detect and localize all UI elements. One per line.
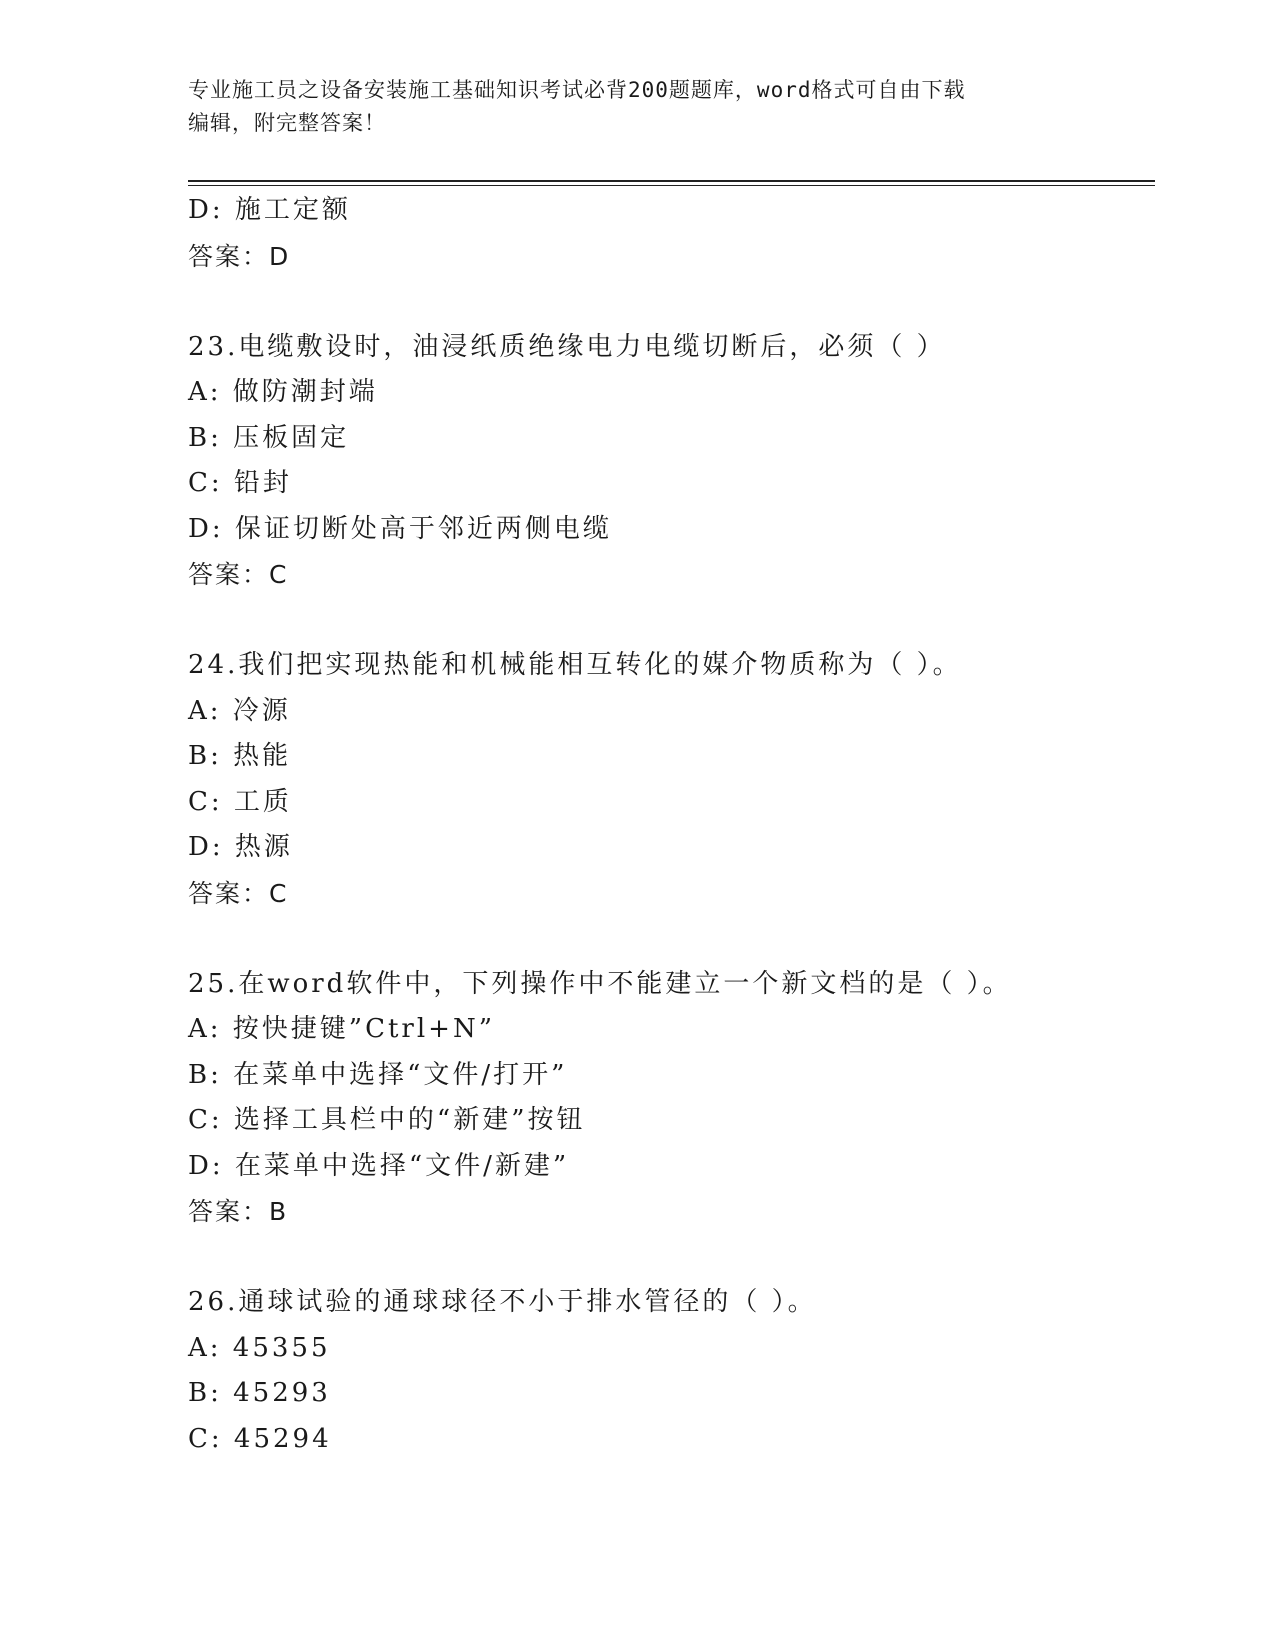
spacer xyxy=(188,916,1155,962)
prev-question-option-d: D: 施工定额 xyxy=(188,195,351,225)
option-b: B: 45293 xyxy=(188,1378,331,1408)
question-list xyxy=(188,188,1155,1462)
option-c: C: 铅封 xyxy=(188,468,292,498)
option-b: B: 压板固定 xyxy=(188,422,350,453)
question-25 xyxy=(188,962,1155,1235)
answer: 答案：C xyxy=(188,878,289,908)
answer: 答案：C xyxy=(188,560,289,589)
document-header xyxy=(188,74,1088,140)
option-b: B: 在菜单中选择“文件/打开” xyxy=(188,1059,568,1090)
spacer xyxy=(188,1235,1155,1281)
spacer xyxy=(188,279,1155,325)
option-a: A: 45355 xyxy=(188,1332,331,1363)
question-stem: 24.我们把实现热能和机械能相互转化的媒介物质称为（ ）。 xyxy=(188,650,962,680)
question-stem: 26.通球试验的通球球径不小于排水管径的（ ）。 xyxy=(188,1287,817,1317)
header-title-line-1: 专业施工员之设备安装施工基础知识考试必背200题题库，word格式可自由下载 xyxy=(188,78,966,102)
question-stem: 25.在word软件中，下列操作中不能建立一个新文档的是（ ）。 xyxy=(188,968,1012,999)
prev-question-answer: 答案：D xyxy=(188,241,291,271)
header-title-line-2: 编辑，附完整答案！ xyxy=(188,111,386,135)
option-a: A: 冷源 xyxy=(188,695,291,726)
option-d: D: 热源 xyxy=(188,832,293,862)
option-d: D: 保证切断处高于邻近两侧电缆 xyxy=(188,513,612,544)
question-26 xyxy=(188,1280,1155,1462)
option-b: B: 热能 xyxy=(188,741,292,771)
option-a: A: 做防潮封端 xyxy=(188,377,378,407)
answer: 答案：B xyxy=(188,1197,289,1226)
question-24 xyxy=(188,643,1155,916)
question-23 xyxy=(188,325,1155,598)
spacer xyxy=(188,598,1155,644)
option-c: C: 工质 xyxy=(188,786,292,817)
option-c: C: 45294 xyxy=(188,1423,332,1454)
option-d: D: 在菜单中选择“文件/新建” xyxy=(188,1150,570,1181)
option-a: A: 按快捷键”Ctrl+N” xyxy=(188,1014,496,1044)
question-stem: 23.电缆敷设时，油浸纸质绝缘电力电缆切断后，必须（ ） xyxy=(188,331,946,362)
header-divider-thin xyxy=(188,185,1155,186)
option-c: C: 选择工具栏中的“新建”按钮 xyxy=(188,1105,586,1135)
header-divider-thick xyxy=(188,180,1155,182)
